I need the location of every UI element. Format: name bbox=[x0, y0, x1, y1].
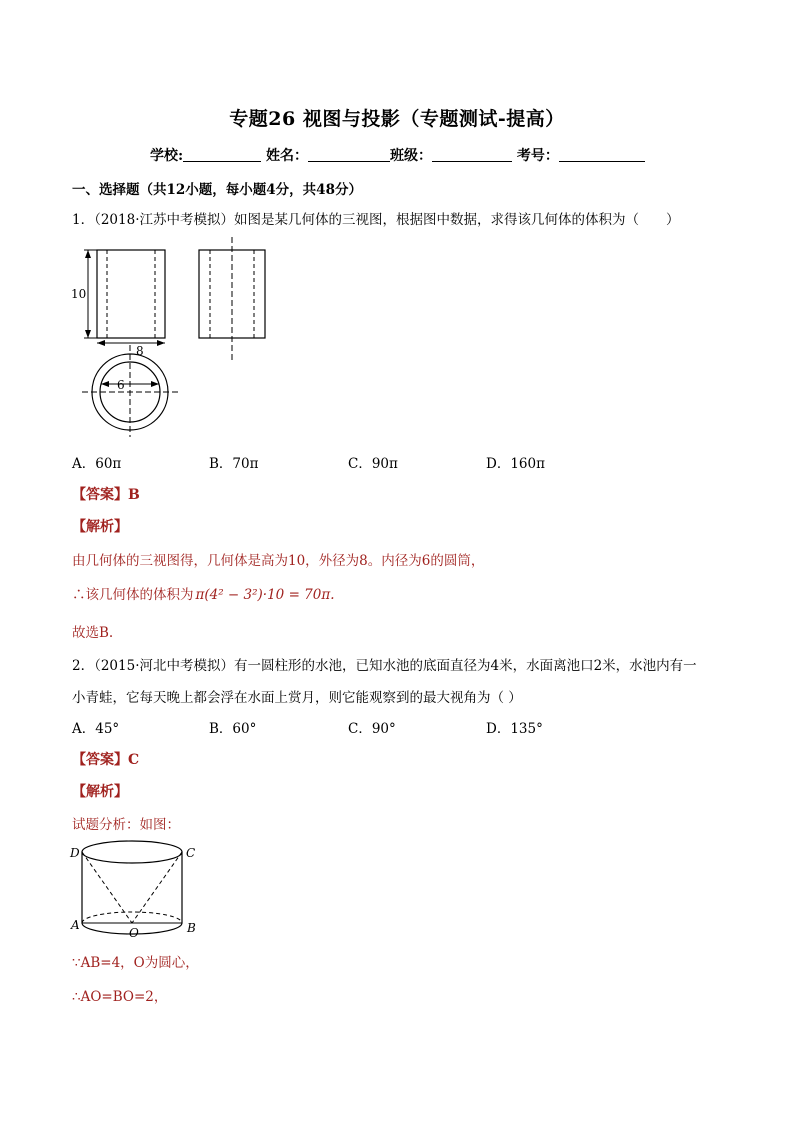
q2-option-b[interactable]: B．60° bbox=[209, 721, 257, 737]
q2-answer: 【答案】C bbox=[72, 752, 140, 768]
point-D-label: D bbox=[70, 846, 80, 860]
point-C-label: C bbox=[186, 846, 196, 860]
class-blank[interactable] bbox=[432, 147, 512, 162]
q2-option-c[interactable]: C．90° bbox=[348, 721, 396, 737]
q2-step2: ∴AO=BO=2， bbox=[72, 989, 168, 1005]
school-label: 学校: bbox=[150, 148, 184, 164]
class-label: 班级： bbox=[390, 148, 433, 164]
q2-option-d[interactable]: D．135° bbox=[486, 721, 543, 737]
exam-no-blank[interactable] bbox=[559, 147, 645, 162]
cylinder-bottom-back bbox=[82, 912, 182, 923]
q1-analysis-line1: 由几何体的三视图得，几何体是高为10，外径为8。内径为6的圆筒， bbox=[72, 553, 485, 569]
school-blank[interactable] bbox=[183, 147, 261, 162]
q2-stem-line1: 2．（2015·河北中考模拟）有一圆柱形的水池，已知水池的底面直径为4米，水面离池口2米，水池内有一 bbox=[72, 658, 697, 674]
page-title: 专题26 视图与投影（专题测试-提高） bbox=[229, 108, 565, 130]
q2-stem-line2: 小青蛙，它每天晚上都会浮在水面上赏月，则它能观察到的最大视角为（ ） bbox=[72, 690, 522, 706]
section-heading: 一、选择题（共12小题，每小题4分，共48分） bbox=[72, 182, 362, 198]
q1-three-view-figure bbox=[60, 235, 190, 440]
q2-cylinder-figure bbox=[68, 836, 208, 946]
student-info-line bbox=[150, 145, 645, 165]
q1-volume-formula: π(4² − 3²)·10 = 70π. bbox=[195, 587, 335, 603]
point-O-label: O bbox=[129, 926, 139, 940]
q1-answer: 【答案】B bbox=[72, 487, 140, 503]
name-blank[interactable] bbox=[308, 147, 390, 162]
exam-no-label: 考号： bbox=[516, 148, 559, 164]
q1-option-b[interactable]: B．70π bbox=[209, 456, 259, 472]
inner-diameter-label: 6 bbox=[117, 378, 125, 392]
outer-diameter-label: 8 bbox=[136, 344, 144, 358]
q2-step1: ∵AB=4，O为圆心， bbox=[72, 955, 199, 971]
point-A-label: A bbox=[71, 918, 80, 932]
q2-analysis-label: 【解析】 bbox=[72, 784, 128, 800]
q1-option-a[interactable]: A．60π bbox=[72, 456, 122, 472]
q1-side-view-figure bbox=[195, 235, 275, 365]
q1-volume-text: ∴该几何体的体积为 bbox=[72, 587, 194, 603]
q1-option-c[interactable]: C．90π bbox=[348, 456, 398, 472]
q2-analysis-intro: 试题分析：如图： bbox=[72, 817, 180, 833]
point-B-label: B bbox=[187, 921, 196, 935]
height-label: 10 bbox=[71, 287, 87, 301]
q1-analysis-line2 bbox=[72, 583, 335, 603]
q1-analysis-label: 【解析】 bbox=[72, 519, 128, 535]
cylinder-top-ellipse bbox=[82, 841, 182, 863]
q1-option-d[interactable]: D．160π bbox=[486, 456, 545, 472]
q1-conclusion: 故选B. bbox=[72, 625, 114, 641]
q2-option-a[interactable]: A．45° bbox=[72, 721, 120, 737]
name-label: 姓名： bbox=[266, 148, 309, 164]
q1-stem: 1．（2018·江苏中考模拟）如图是某几何体的三视图，根据图中数据，求得该几何体的体积为（ ） bbox=[72, 212, 680, 228]
